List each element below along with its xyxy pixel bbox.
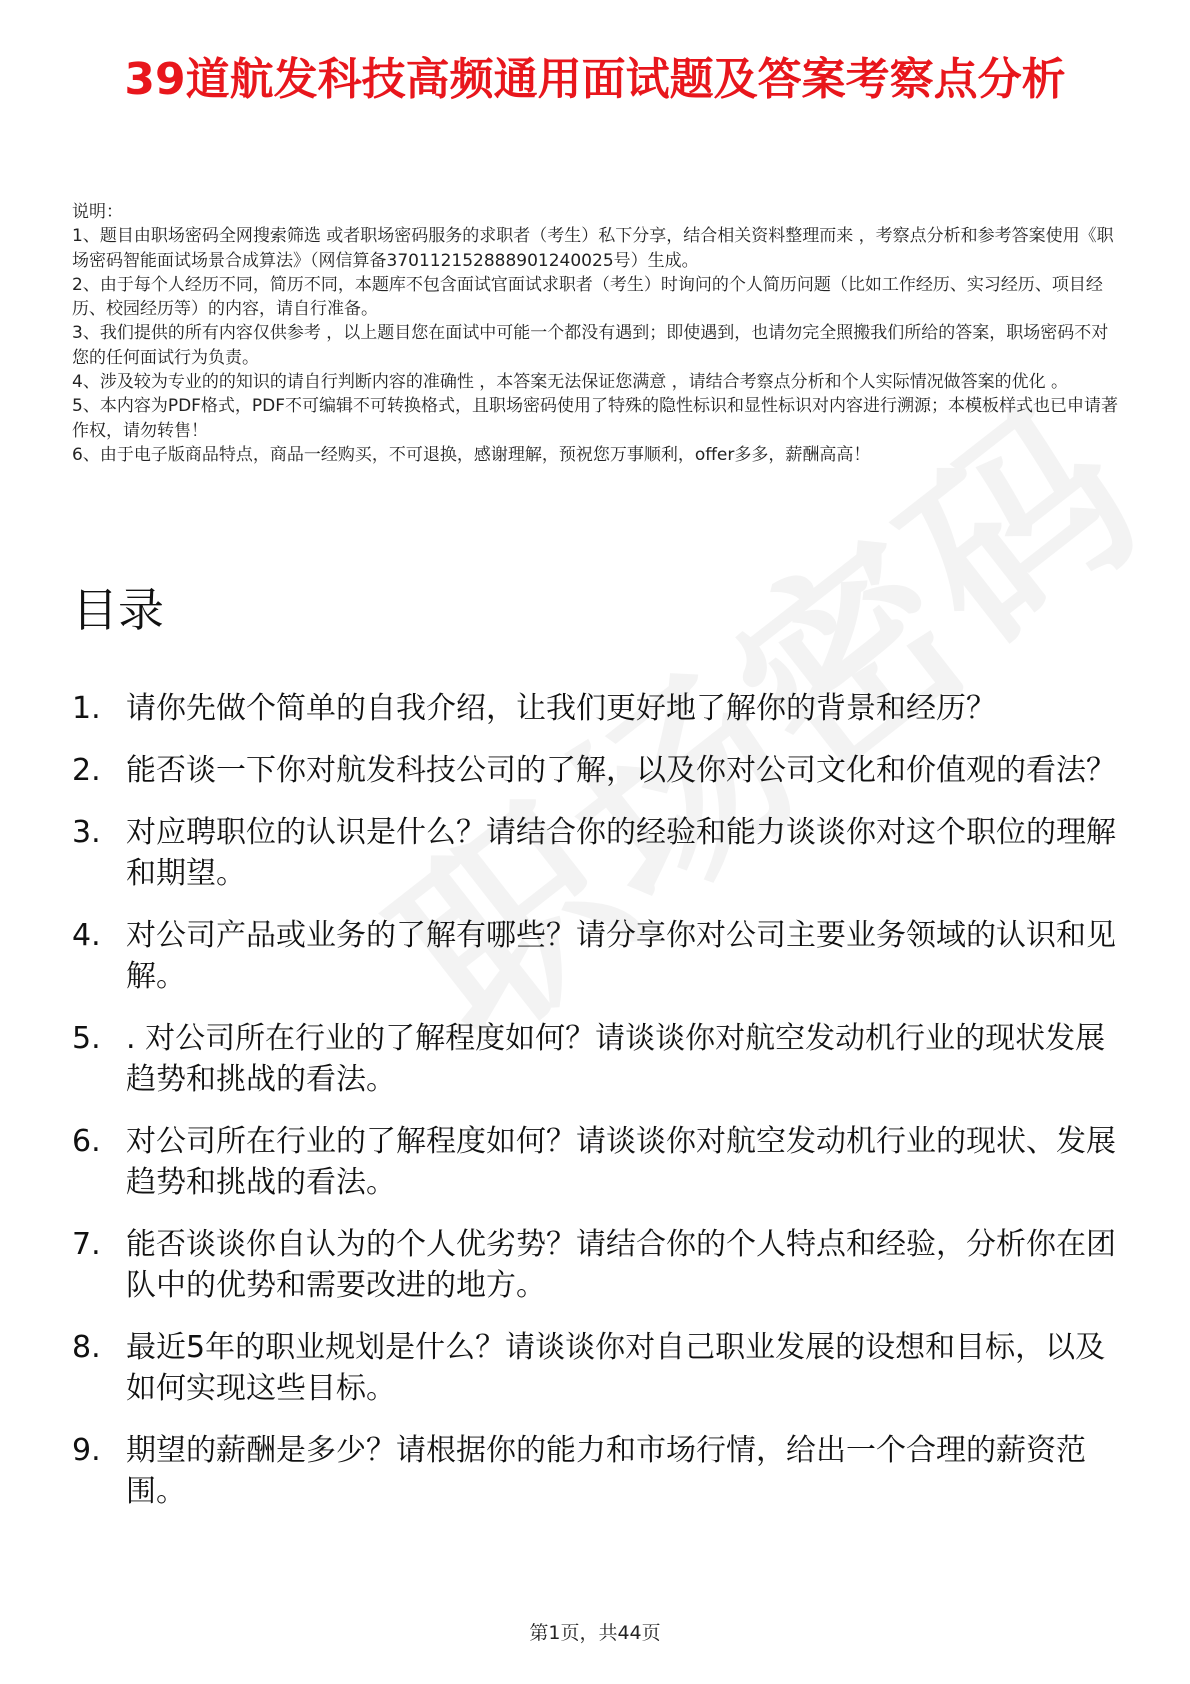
toc-item-number: 2. [72,753,101,788]
toc-item[interactable] [72,688,1142,729]
note-item: 4、涉及较为专业的的知识的请自行判断内容的准确性 ，本答案无法保证您满意 ，请结合考察点分析和个人实际情况做答案的优化 。 [72,372,1069,393]
toc-item-number: 1. [72,691,101,726]
toc-item[interactable] [72,1224,1142,1306]
note-item: 5、本内容为PDF格式，PDF不可编辑不可转换格式，且职场密码使用了特殊的隐性标识和显性标识对内容进行溯源；本模板样式也已申请著作权，请勿转售！ [72,396,1119,441]
toc-item-number: 6. [72,1124,101,1159]
toc-item[interactable] [72,812,1142,894]
document-title: 39道航发科技高频通用面试题及答案考察点分析 [124,54,1066,105]
toc-item[interactable] [72,915,1142,997]
toc-item[interactable] [72,1430,1142,1512]
toc-item[interactable] [72,750,1142,791]
toc-item-text: 期望的薪酬是多少？请根据你的能力和市场行情，给出一个合理的薪资范围。 [126,1433,1086,1509]
toc-item-text: 最近5年的职业规划是什么？请谈谈你对自己职业发展的设想和目标，以及如何实现这些目标。 [126,1330,1106,1406]
note-item: 3、我们提供的所有内容仅供参考 ，以上题目您在面试中可能一个都没有遇到；即使遇到，也请勿完全照搬我们所给的答案，职场密码不对您的任何面试行为负责。 [72,323,1109,368]
toc-item-number: 9. [72,1433,101,1468]
toc-item-text: 请你先做个简单的自我介绍，让我们更好地了解你的背景和经历？ [126,691,996,726]
toc-item-text: 对公司所在行业的了解程度如何？请谈谈你对航空发动机行业的现状、发展趋势和挑战的看法。 [126,1124,1116,1200]
notes-section [72,200,1122,467]
toc-item-number: 7. [72,1227,101,1262]
toc-item-number: 8. [72,1330,101,1365]
toc-item-text: 对公司产品或业务的了解有哪些？请分享你对公司主要业务领域的认识和见解。 [126,918,1116,994]
toc-item-number: 5. [72,1021,101,1056]
toc-item-text: . 对公司所在行业的了解程度如何？请谈谈你对航空发动机行业的现状发展趋势和挑战的看法。 [126,1021,1106,1097]
note-item: 1、题目由职场密码全网搜索筛选 或者职场密码服务的求职者（考生）私下分享，结合相关资料整理而来 ，考察点分析和参考答案使用《职场密码智能面试场景合成算法》（网信算备370112152888901240025号）生成。 [72,226,1114,271]
toc-item[interactable] [72,1121,1142,1203]
toc-heading: 目录 [72,583,164,637]
toc-item[interactable] [72,1018,1142,1100]
toc-item-text: 能否谈谈你自认为的个人优劣势？请结合你的个人特点和经验，分析你在团队中的优势和需要改进的地方。 [126,1227,1116,1303]
toc-item-number: 4. [72,918,101,953]
notes-label: 说明： [72,202,123,222]
toc-item-text: 对应聘职位的认识是什么？请结合你的经验和能力谈谈你对这个职位的理解和期望。 [126,815,1116,891]
table-of-contents [72,688,1142,1533]
toc-item-text: 能否谈一下你对航发科技公司的了解，以及你对公司文化和价值观的看法？ [126,753,1116,788]
toc-item[interactable] [72,1327,1142,1409]
note-item: 2、由于每个人经历不同，简历不同，本题库不包含面试官面试求职者（考生）时询问的个人简历问题（比如工作经历、实习经历、项目经历、校园经历等）的内容，请自行准备。 [72,274,1103,320]
toc-item-number: 3. [72,815,101,850]
note-item: 6、由于电子版商品特点，商品一经购买，不可退换，感谢理解，预祝您万事顺利，offer多多，薪酬高高！ [72,444,871,465]
page-number: 第1页，共44页 [529,1622,661,1644]
